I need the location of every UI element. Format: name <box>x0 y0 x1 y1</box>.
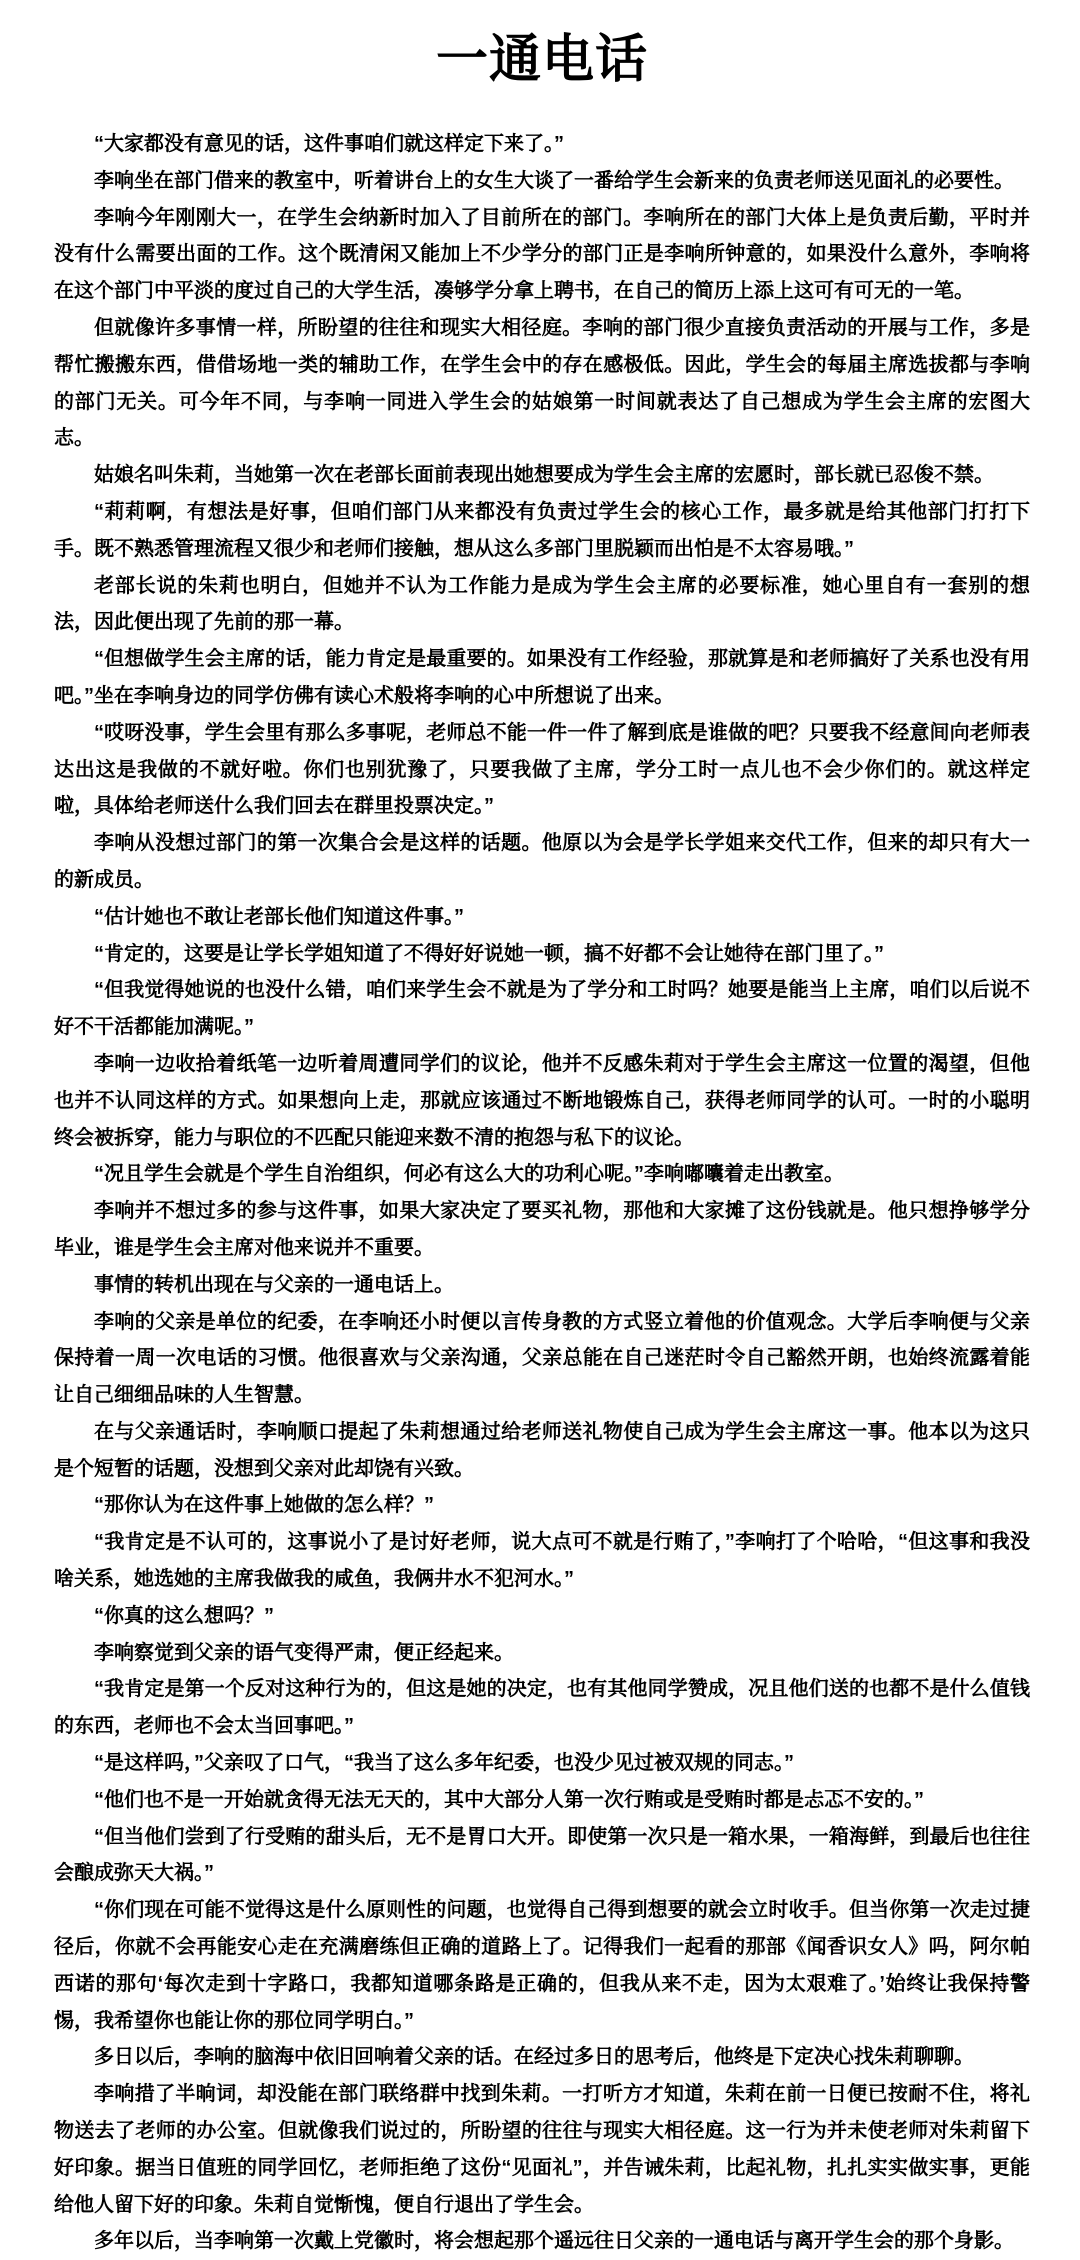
story-paragraph: 姑娘名叫朱莉，当她第一次在老部长面前表现出她想要成为学生会主席的宏愿时，部长就已忍俊不禁。 <box>94 464 994 487</box>
story-paragraph: “我肯定是第一个反对这种行为的，但这是她的决定，也有其他同学赞成，况且他们送的也都不是什么值钱的东西，老师也不会太当回事吧。” <box>54 1678 1030 1738</box>
story-paragraph: 李响一边收拾着纸笔一边听着周遭同学们的议论，他并不反感朱莉对于学生会主席这一位置的渴望，但他也并不认同这样的方式。如果想向上走，那就应该通过不断地锻炼自己，获得老师同学的认可。一时的小聪明终会被拆穿，能力与职位的不匹配只能迎来数不清的抱怨与私下的议论。 <box>54 1052 1030 1149</box>
story-paragraph: 老部长说的朱莉也明白，但她并不认为工作能力是成为学生会主席的必要标准，她心里自有一套别的想法，因此便出现了先前的那一幕。 <box>54 574 1030 634</box>
story-paragraph: 在与父亲通话时，李响顺口提起了朱莉想通过给老师送礼物使自己成为学生会主席这一事。他本以为这只是个短暂的话题，没想到父亲对此却饶有兴致。 <box>54 1420 1030 1480</box>
story-paragraph: “你真的这么想吗？” <box>94 1604 274 1627</box>
story-paragraph: 李响坐在部门借来的教室中，听着讲台上的女生大谈了一番给学生会新来的负责老师送见面礼的必要性。 <box>94 169 1014 192</box>
story-paragraph: “那你认为在这件事上她做的怎么样？” <box>94 1494 434 1517</box>
story-paragraph: “我肯定是不认可的，这事说小了是讨好老师，说大点可不就是行贿了，”李响打了个哈哈，“但这事和我没啥关系，她选她的主席我做我的咸鱼，我俩井水不犯河水。” <box>54 1531 1030 1591</box>
story-paragraph: 李响并不想过多的参与这件事，如果大家决定了要买礼物，那他和大家摊了这份钱就是。他只想挣够学分毕业，谁是学生会主席对他来说并不重要。 <box>54 1200 1030 1259</box>
story-paragraph: 李响察觉到父亲的语气变得严肃，便正经起来。 <box>94 1641 514 1664</box>
story-paragraph: “他们也不是一开始就贪得无法无天的，其中大部分人第一次行贿或是受贿时都是忐忑不安的。” <box>94 1788 924 1811</box>
story-paragraph: 但就像许多事情一样，所盼望的往往和现实大相径庭。李响的部门很少直接负责活动的开展与工作，多是帮忙搬搬东西，借借场地一类的辅助工作，在学生会中的存在感极低。因此，学生会的每届主席选拔都与李响的部门无关。可今年不同，与李响一同进入学生会的姑娘第一时间就表达了自己想成为学生会主席的宏图大志。 <box>54 316 1030 450</box>
story-paragraph: “但当他们尝到了行受贿的甜头后，无不是胃口大开。即使第一次只是一箱水果，一箱海鲜，到最后也往往会酿成弥天大祸。” <box>54 1825 1030 1885</box>
story-paragraph: 李响今年刚刚大一，在学生会纳新时加入了目前所在的部门。李响所在的部门大体上是负责后勤，平时并没有什么需要出面的工作。这个既清闲又能加上不少学分的部门正是李响所钟意的，如果没什么意外，李响将在这个部门中平淡的度过自己的大学生活，凑够学分拿上聘书，在自己的简历上添上这可有可无的一笔。 <box>54 206 1030 303</box>
story-paragraph: “肯定的，这要是让学长学姐知道了不得好好说她一顿，搞不好都不会让她待在部门里了。” <box>94 942 884 965</box>
story-paragraph: 李响从没想过部门的第一次集合会是这样的话题。他原以为会是学长学姐来交代工作，但来的却只有大一的新成员。 <box>54 832 1030 891</box>
story-paragraph: 事情的转机出现在与父亲的一通电话上。 <box>94 1273 454 1296</box>
story-paragraph: “哎呀没事，学生会里有那么多事呢，老师总不能一件一件了解到底是谁做的吧？只要我不经意间向老师表达出这是我做的不就好啦。你们也别犹豫了，只要我做了主席，学分工时一点儿也不会少你们的。就这样定啦，具体给老师送什么我们回去在群里投票决定。” <box>54 721 1030 818</box>
story-body <box>54 126 1030 2260</box>
story-paragraph: 多年以后，当李响第一次戴上党徽时，将会想起那个遥远往日父亲的一通电话与离开学生会的那个身影。 <box>94 2230 1014 2253</box>
story-paragraph: 李响的父亲是单位的纪委，在李响还小时便以言传身教的方式竖立着他的价值观念。大学后李响便与父亲保持着一周一次电话的习惯。他很喜欢与父亲沟通，父亲总能在自己迷茫时令自己豁然开朗，也始终流露着能让自己细细品味的人生智慧。 <box>54 1310 1030 1407</box>
story-paragraph: “你们现在可能不觉得这是什么原则性的问题，也觉得自己得到想要的就会立时收手。但当你第一次走过捷径后，你就不会再能安心走在充满磨练但正确的道路上了。记得我们一起看的那部《闻香识女人》吗，阿尔帕西诺的那句‘每次走到十字路口，我都知道哪条路是正确的，但我从来不走，因为太艰难了。’始终让我保持警惕，我希望你也能让你的那位同学明白。” <box>54 1899 1030 2032</box>
story-paragraph: “但我觉得她说的也没什么错，咱们来学生会不就是为了学分和工时吗？她要是能当上主席，咱们以后说不好不干活都能加满呢。” <box>54 979 1030 1039</box>
story-paragraph: “莉莉啊，有想法是好事，但咱们部门从来都没有负责过学生会的核心工作，最多就是给其他部门打打下手。既不熟悉管理流程又很少和老师们接触，想从这么多部门里脱颖而出怕是不太容易哦。” <box>54 500 1030 560</box>
story-paragraph: “估计她也不敢让老部长他们知道这件事。” <box>94 905 464 928</box>
story-paragraph: “但想做学生会主席的话，能力肯定是最重要的。如果没有工作经验，那就算是和老师搞好了关系也没有用吧。”坐在李响身边的同学仿佛有读心术般将李响的心中所想说了出来。 <box>54 648 1030 707</box>
story-paragraph: 李响措了半晌词，却没能在部门联络群中找到朱莉。一打听方才知道，朱莉在前一日便已按耐不住，将礼物送去了老师的办公室。但就像我们说过的，所盼望的往往与现实大相径庭。这一行为并未使老师对朱莉留下好印象。据当日值班的同学回忆，老师拒绝了这份“见面礼”，并告诫朱莉，比起礼物，扎扎实实做实事，更能给他人留下好的印象。朱莉自觉惭愧，便自行退出了学生会。 <box>54 2083 1030 2216</box>
story-paragraph: “大家都没有意见的话，这件事咱们就这样定下来了。” <box>94 133 564 155</box>
story-paragraph: “是这样吗，”父亲叹了口气，“我当了这么多年纪委，也没少见过被双规的同志。” <box>94 1752 794 1775</box>
story-paragraph: “况且学生会就是个学生自治组织，何必有这么大的功利心呢。”李响嘟囔着走出教室。 <box>94 1163 844 1186</box>
story-paragraph: 多日以后，李响的脑海中依旧回响着父亲的话。在经过多日的思考后，他终是下定决心找朱莉聊聊。 <box>94 2046 974 2069</box>
page-title: 一通电话 <box>435 31 648 89</box>
